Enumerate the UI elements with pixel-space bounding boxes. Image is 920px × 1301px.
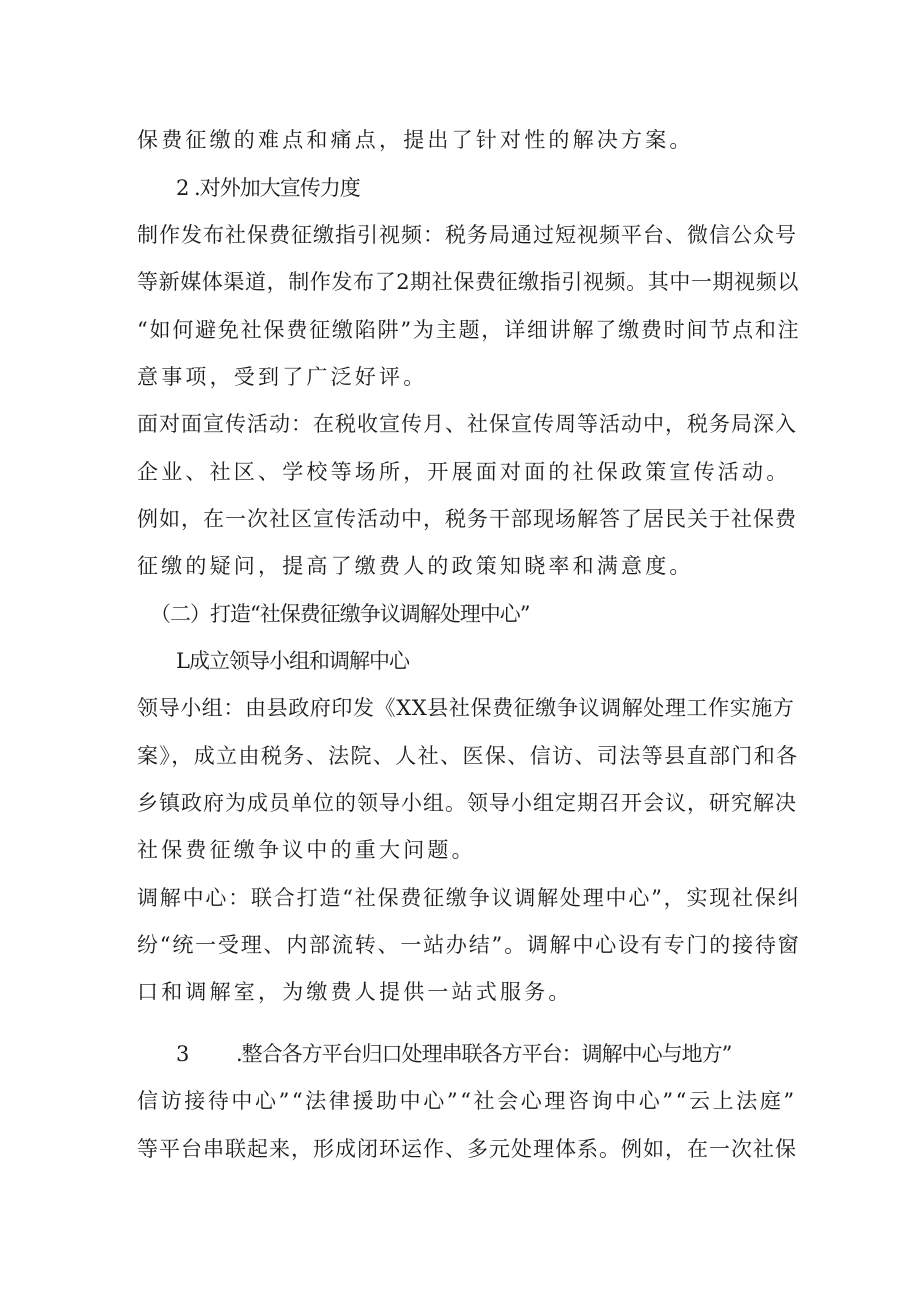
paragraph-line: 企业、社区、学校等场所，开展面对面的社保政策宣传活动。 xyxy=(137,460,791,484)
paragraph-line: 制作发布社保费征缴指引视频：税务局通过短视频平台、微信公众号 xyxy=(137,223,797,247)
section-heading xyxy=(176,1034,836,1074)
paragraph-line: 征缴的疑问，提高了缴费人的政策知晓率和满意度。 xyxy=(137,554,694,578)
section-heading: L成立领导小组和调解中心 xyxy=(176,649,409,673)
paragraph-line: 面对面宣传活动：在税收宣传月、社保宣传周等活动中，税务局深入 xyxy=(137,412,797,436)
section-heading: 2 .对外加大宣传力度 xyxy=(176,176,360,200)
paragraph-line: “如何避免社保费征缴陷阱”为主题，详细讲解了缴费时间节点和注 xyxy=(137,318,801,342)
paragraph-line: 调解中心：联合打造“社保费征缴争议调解处理中心”，实现社保纠 xyxy=(137,886,801,910)
paragraph-line: 等新媒体渠道，制作发布了2期社保费征缴指引视频。其中一期视频以 xyxy=(137,270,799,294)
paragraph-line: 口和调解室，为缴费人提供一站式服务。 xyxy=(137,980,573,1004)
paragraph-line: 纷“统一受理、内部流转、一站办结”。调解中心设有专门的接待窗 xyxy=(137,933,801,957)
paragraph-line: 保费征缴的难点和痛点，提出了针对性的解决方案。 xyxy=(137,128,694,152)
paragraph-line: 案》，成立由税务、法院、人社、医保、信访、司法等县直部门和各 xyxy=(137,744,799,768)
section-heading: （二）打造“社保费征缴争议调解处理中心” xyxy=(150,602,530,626)
section-number: 3 xyxy=(176,1042,189,1066)
section-heading-text: .整合各方平台归口处理串联各方平台：调解中心与地方” xyxy=(236,1042,732,1066)
paragraph-line: 意事项，受到了广泛好评。 xyxy=(137,365,428,389)
paragraph-line: 乡镇政府为成员单位的领导小组。领导小组定期召开会议，研究解决 xyxy=(137,791,797,815)
paragraph-line: 例如，在一次社区宣传活动中，税务干部现场解答了居民关于社保费 xyxy=(137,507,797,531)
paragraph-line: 社保费征缴争议中的重大问题。 xyxy=(137,838,476,862)
paragraph-line: 领导小组：由县政府印发《XX县社保费征缴争议调解处理工作实施方 xyxy=(137,696,795,720)
paragraph-line: 信访接待中心”“法律援助中心”“社会心理咨询中心”“云上法庭” xyxy=(137,1089,797,1113)
paragraph-line: 等平台串联起来，形成闭环运作、多元处理体系。例如，在一次社保 xyxy=(137,1137,797,1161)
